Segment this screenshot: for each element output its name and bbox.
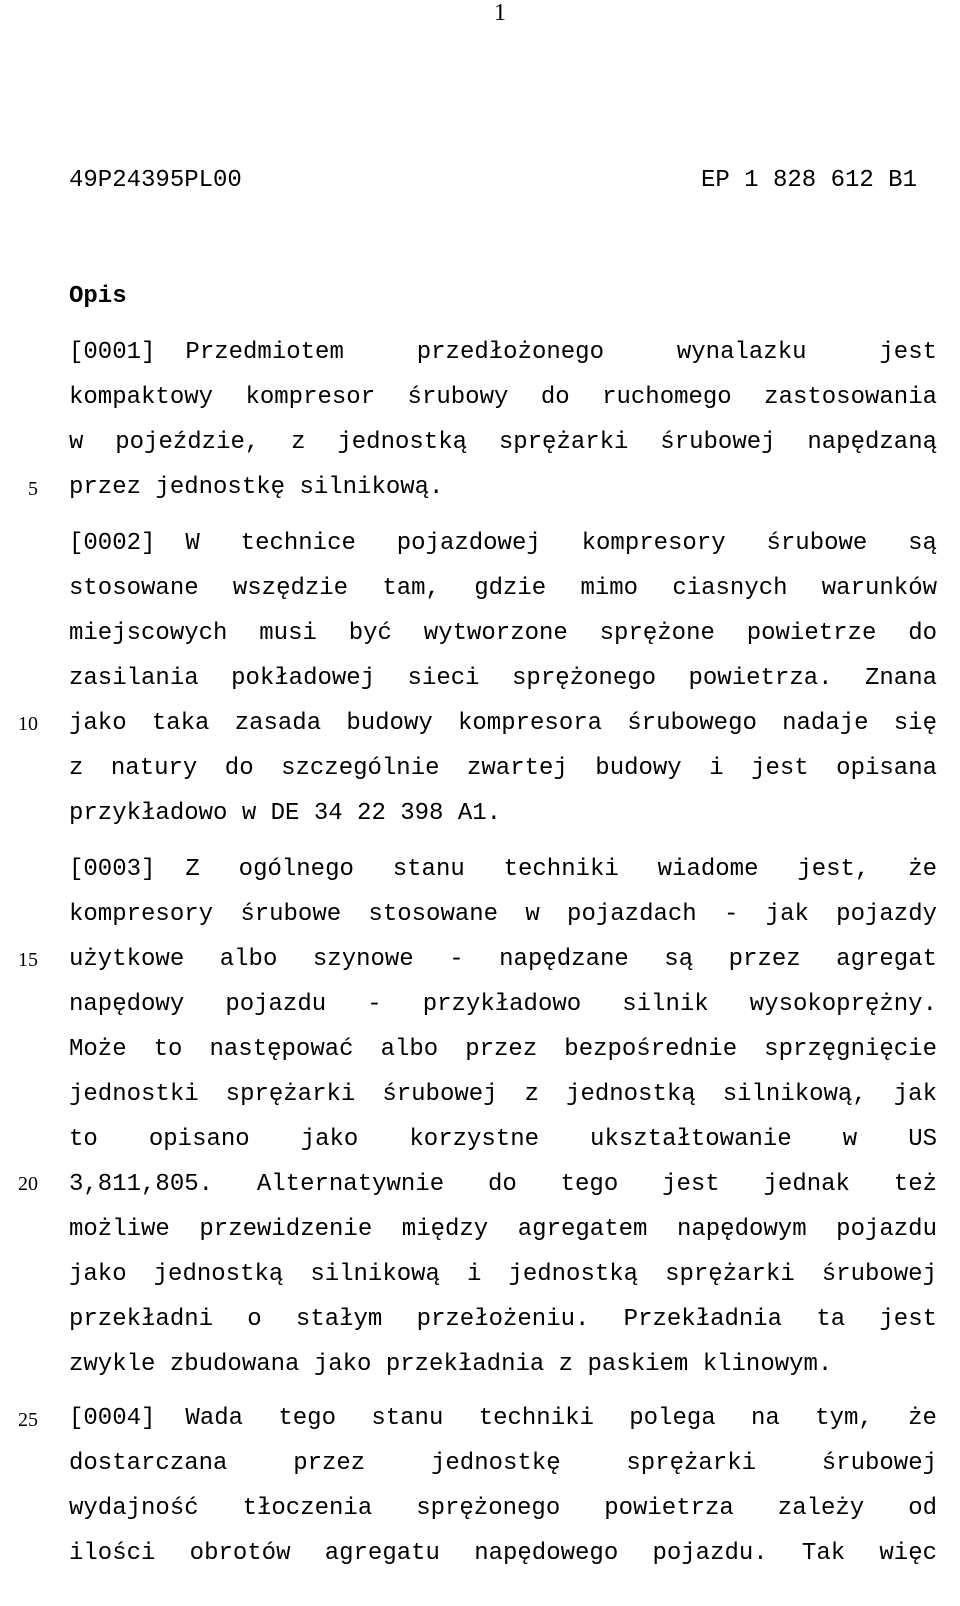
paragraph-ref: [0002] bbox=[69, 530, 156, 557]
paragraph-line: kompresory śrubowe stosowane w pojazdach - jak pojazdy bbox=[69, 901, 937, 928]
word: że bbox=[908, 856, 937, 883]
word: kompresory bbox=[581, 530, 726, 557]
word: stanu bbox=[392, 856, 465, 883]
paragraph-line: to opisano jako korzystne ukształtowanie w US bbox=[69, 1126, 937, 1153]
word: tym, bbox=[815, 1405, 873, 1432]
word: są bbox=[908, 530, 937, 557]
paragraph-line: miejscowych musi być wytworzone sprężone powietrze do bbox=[69, 620, 937, 647]
paragraph-line: możliwe przewidzenie między agregatem napędowym pojazdu bbox=[69, 1216, 937, 1243]
paragraph-0001 bbox=[69, 330, 937, 510]
word: techniki bbox=[503, 856, 619, 883]
paragraph-first-line bbox=[185, 1396, 937, 1441]
paragraph-line: w pojeździe, z jednostką sprężarki śrubowej napędzaną bbox=[69, 429, 937, 456]
word: jest, bbox=[797, 856, 870, 883]
word: technice bbox=[240, 530, 356, 557]
line-number-5: 5 bbox=[28, 478, 38, 500]
line-number-25: 25 bbox=[18, 1409, 38, 1431]
paragraph-first-line bbox=[185, 847, 937, 892]
section-heading: Opis bbox=[69, 283, 127, 310]
word: ogólnego bbox=[238, 856, 354, 883]
word: stanu bbox=[371, 1405, 444, 1432]
word: Z bbox=[185, 856, 200, 883]
paragraph-line: stosowane wszędzie tam, gdzie mimo ciasnych warunków bbox=[69, 575, 937, 602]
word: Wada bbox=[185, 1405, 244, 1432]
paragraph-ref: [0003] bbox=[69, 856, 156, 883]
paragraph-line: dostarczana przez jednostkę sprężarki śrubowej bbox=[69, 1450, 937, 1477]
paragraph-ref: [0001] bbox=[69, 339, 156, 366]
paragraph-line: ilości obrotów agregatu napędowego pojazdu. Tak więc bbox=[69, 1540, 937, 1567]
paragraph-line: zasilania pokładowej sieci sprężonego powietrza. Znana bbox=[69, 665, 937, 692]
paragraph-line: wydajność tłoczenia sprężonego powietrza zależy od bbox=[69, 1495, 937, 1522]
word: W bbox=[185, 530, 200, 557]
document-code: 49P24395PL00 bbox=[69, 167, 242, 194]
paragraph-first-line bbox=[185, 330, 937, 375]
word: jest bbox=[879, 339, 937, 366]
paragraph-first-line bbox=[185, 521, 937, 566]
document-header bbox=[69, 166, 917, 196]
paragraph-line bbox=[69, 847, 937, 892]
paragraph-line: przekładni o stałym przełożeniu. Przekładnia ta jest bbox=[69, 1306, 937, 1333]
paragraph-line: 3,811,805. Alternatywnie do tego jest jednak też bbox=[69, 1171, 937, 1198]
paragraph-line bbox=[69, 330, 937, 375]
word: śrubowe bbox=[766, 530, 868, 557]
word: techniki bbox=[478, 1405, 594, 1432]
word: Przedmiotem bbox=[185, 339, 344, 366]
paragraph-line: jako taka zasada budowy kompresora śrubowego nadaje się bbox=[69, 710, 937, 737]
paragraph-line: użytkowe albo szynowe - napędzane są przez agregat bbox=[69, 946, 937, 973]
page-number: 1 bbox=[494, 0, 506, 26]
paragraph-line: przykładowo w DE 34 22 398 A1. bbox=[69, 800, 502, 827]
paragraph-line bbox=[69, 521, 937, 566]
word: polega bbox=[629, 1405, 716, 1432]
word: wiadome bbox=[657, 856, 759, 883]
paragraph-0002 bbox=[69, 521, 937, 836]
line-number-15: 15 bbox=[18, 949, 38, 971]
paragraph-line: przez jednostkę silnikową. bbox=[69, 474, 444, 501]
paragraph-ref: [0004] bbox=[69, 1405, 156, 1432]
word: że bbox=[908, 1405, 937, 1432]
paragraph-line: napędowy pojazdu - przykładowo silnik wysokoprężny. bbox=[69, 991, 937, 1018]
paragraph-line: jako jednostką silnikową i jednostką sprężarki śrubowej bbox=[69, 1261, 937, 1288]
line-number-20: 20 bbox=[18, 1173, 38, 1195]
paragraph-0004 bbox=[69, 1396, 937, 1576]
paragraph-line: kompaktowy kompresor śrubowy do ruchomego zastosowania bbox=[69, 384, 937, 411]
paragraph-line: jednostki sprężarki śrubowej z jednostką silnikową, jak bbox=[69, 1081, 937, 1108]
paragraph-line: Może to następować albo przez bezpośrednie sprzęgnięcie bbox=[69, 1036, 937, 1063]
word: tego bbox=[278, 1405, 336, 1432]
paragraph-line: z natury do szczególnie zwartej budowy i jest opisana bbox=[69, 755, 937, 782]
paragraph-line: zwykle zbudowana jako przekładnia z paskiem klinowym. bbox=[69, 1351, 833, 1378]
word: na bbox=[751, 1405, 780, 1432]
paragraph-line bbox=[69, 1396, 937, 1441]
word: wynalazku bbox=[676, 339, 807, 366]
word: przedłożonego bbox=[416, 339, 604, 366]
patent-number: EP 1 828 612 B1 bbox=[700, 167, 917, 194]
line-number-10: 10 bbox=[18, 713, 38, 735]
word: pojazdowej bbox=[396, 530, 541, 557]
paragraph-0003 bbox=[69, 847, 937, 1387]
